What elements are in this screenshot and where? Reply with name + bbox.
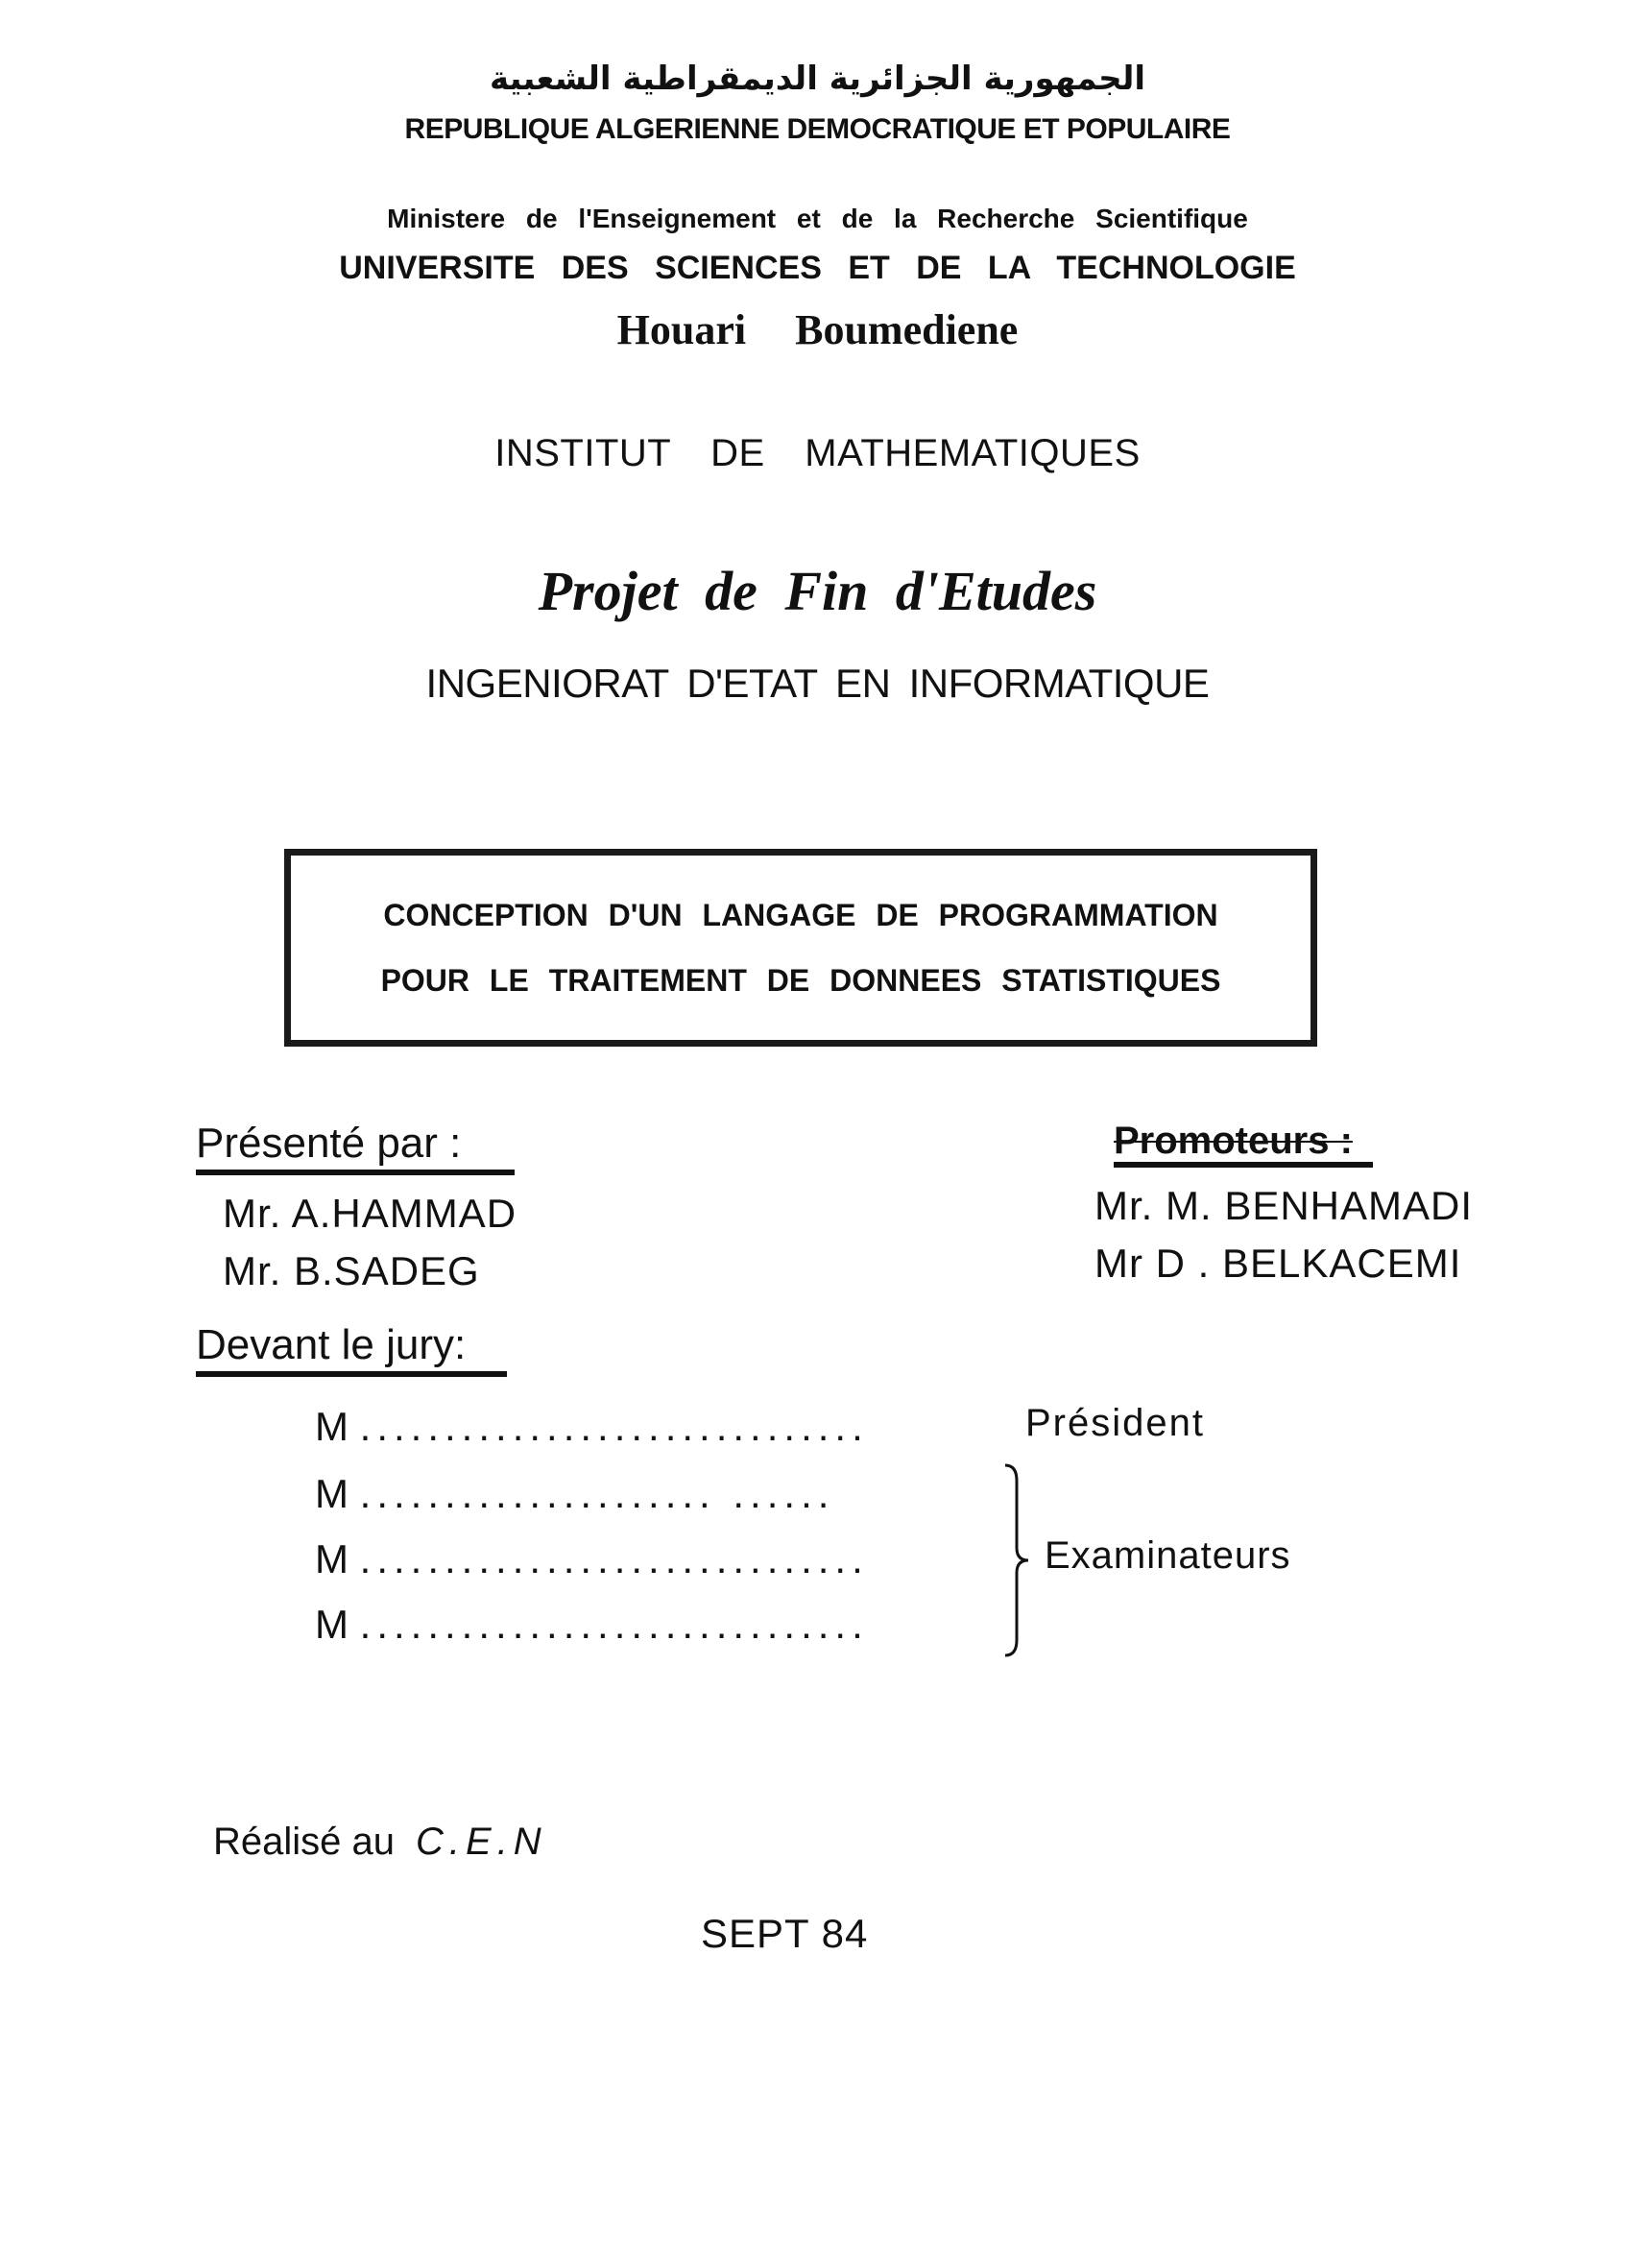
- jury-dots: ..............................: [359, 1536, 869, 1581]
- center-name: C.E.N: [416, 1821, 547, 1863]
- jury-prefix: M: [315, 1536, 349, 1581]
- jury-prefix: M: [315, 1471, 349, 1516]
- date: SEPT 84: [701, 1911, 869, 1956]
- jury-label: Devant le jury:: [196, 1321, 467, 1368]
- projet-heading: Projet de Fin d'Etudes: [538, 560, 1097, 622]
- ministere-line: Ministere de l'Enseignement et de la Recherche Scientifique: [387, 204, 1248, 233]
- presented-by-label: Présenté par :: [196, 1120, 462, 1167]
- jury-dots: ..................... ......: [359, 1471, 835, 1516]
- thesis-title-line-1: CONCEPTION D'UN LANGAGE DE PROGRAMMATION: [383, 898, 1218, 932]
- promoters-underline: [1114, 1162, 1373, 1168]
- jury-row: [315, 1536, 869, 1582]
- president-role: Président: [1025, 1402, 1205, 1444]
- realise-line: [213, 1821, 547, 1864]
- promoter-name: Mr. M. BENHAMADI: [1094, 1183, 1474, 1228]
- thesis-title-line-2: POUR LE TRAITEMENT DE DONNEES STATISTIQUES: [380, 963, 1221, 998]
- promoter-name: Mr D . BELKACEMI: [1094, 1241, 1462, 1286]
- arabic-header: الجمهورية الجزائرية الديمقراطية الشعبية: [490, 60, 1145, 98]
- brace-icon: [1003, 1461, 1032, 1659]
- examinateurs-role: Examinateurs: [1045, 1534, 1291, 1577]
- degree-line: INGENIORAT D'ETAT EN INFORMATIQUE: [425, 661, 1210, 706]
- houari-boumediene: Houari Boumediene: [616, 306, 1019, 353]
- jury-row: [315, 1602, 869, 1648]
- jury-prefix: M: [315, 1602, 349, 1647]
- promoters-label: Promoteurs :: [1114, 1120, 1353, 1162]
- student-name: Mr. B.SADEG: [223, 1248, 480, 1293]
- student-name: Mr. A.HAMMAD: [223, 1191, 517, 1236]
- institut-line: INSTITUT DE MATHEMATIQUES: [494, 432, 1141, 474]
- universite-line: UNIVERSITE DES SCIENCES ET DE LA TECHNOLOGIE: [339, 250, 1296, 286]
- presented-by-underline: [196, 1170, 515, 1175]
- jury-row: [315, 1471, 834, 1517]
- jury-prefix: M: [315, 1404, 349, 1449]
- jury-row: [315, 1404, 869, 1450]
- jury-dots: ..............................: [359, 1404, 869, 1449]
- republique-title: REPUBLIQUE ALGERIENNE DEMOCRATIQUE ET POPULAIRE: [404, 113, 1231, 145]
- jury-dots: ..............................: [359, 1602, 869, 1647]
- thesis-title-box: [284, 849, 1317, 1047]
- realise-label: Réalisé au: [213, 1821, 396, 1863]
- jury-underline: [196, 1371, 507, 1377]
